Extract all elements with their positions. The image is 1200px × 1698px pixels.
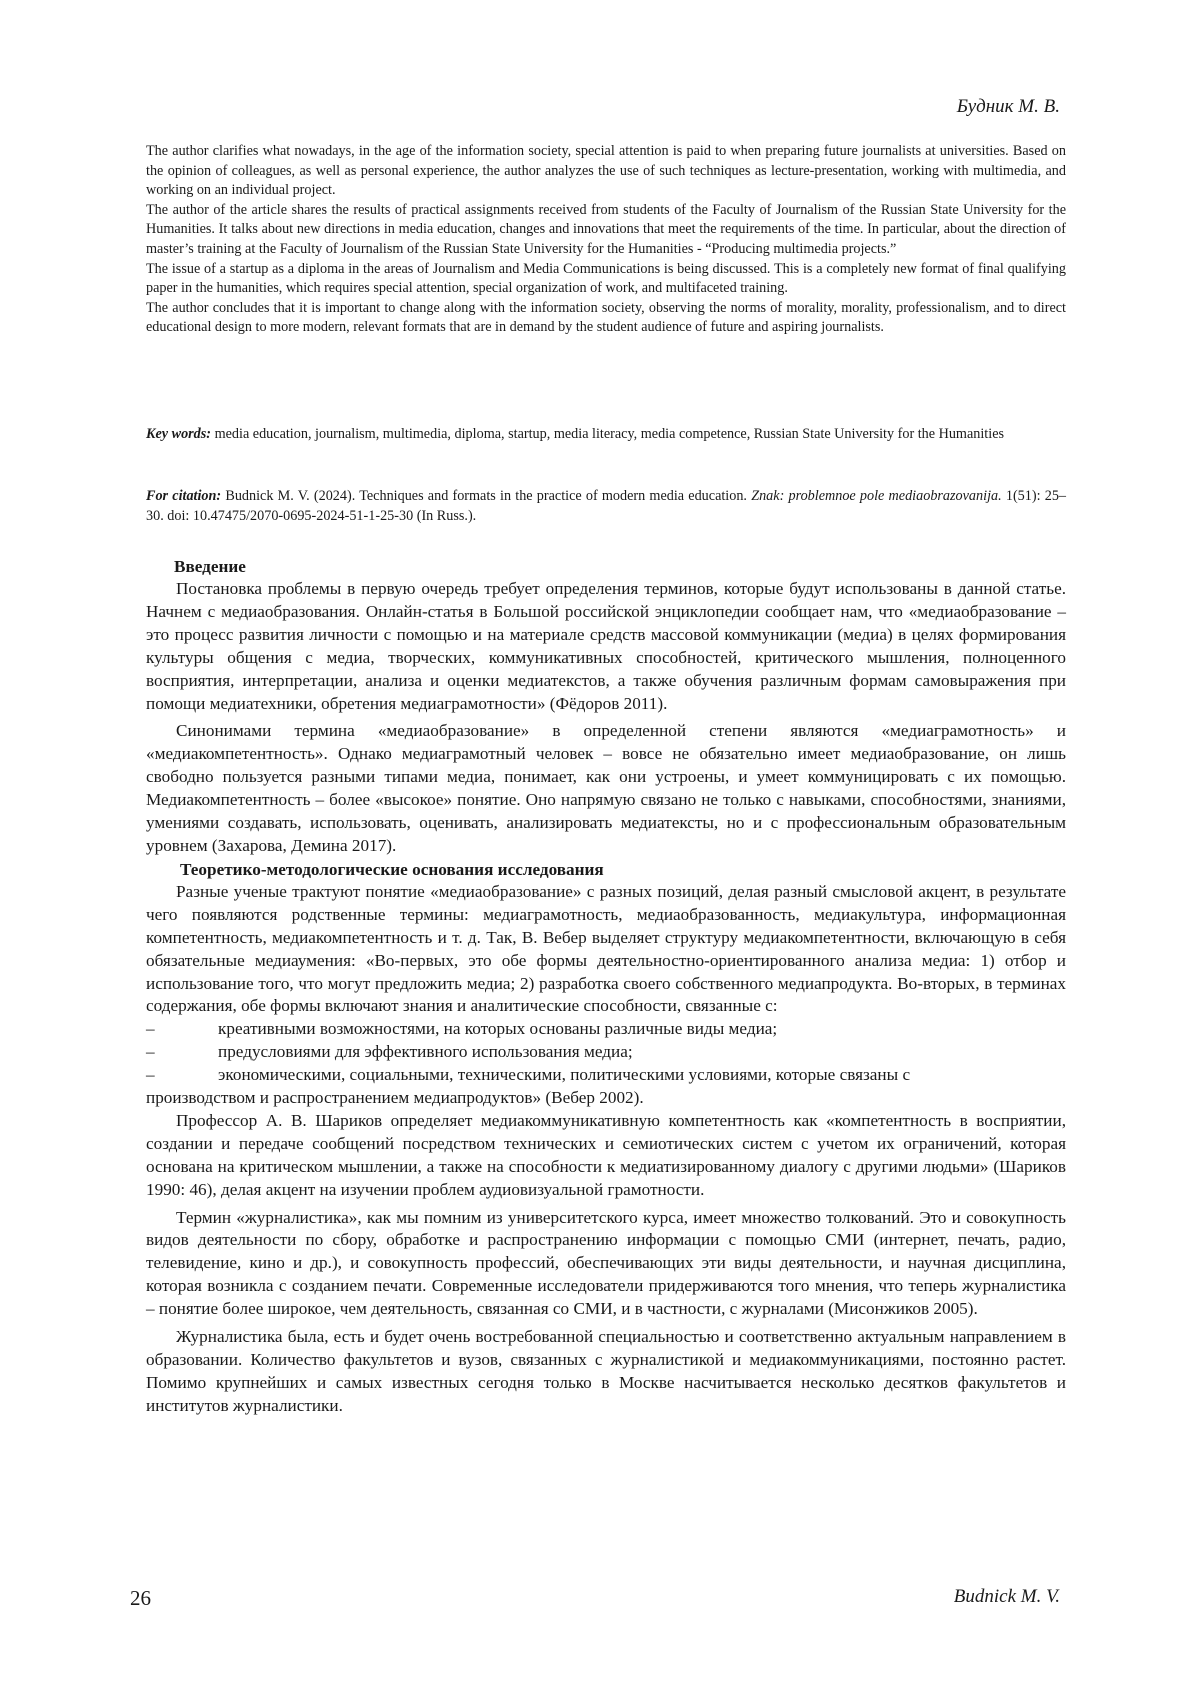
list-dash: – [146,1042,155,1062]
body-paragraph: Синонимами термина «медиаобразование» в определенной степени являются «медиаграмотность» и «медиакомпетентность». Однако медиаграмотный человек – вовсе не обязательно имеет медиаобразование, он лишь свободно пользуется разными типами медиа, понимает, как они устроены, и умеет коммуницировать с их помощью. Медиакомпетентность – более «высокое» понятие. Оно напрямую связано не только с навыками, способностями, знаниями, умениями создавать, использовать, оценивать, анализировать медиатексты, но и с профессиональным образовательным уровнем (Захарова, Демина 2017). [146,721,1066,855]
abstract-paragraph: The author clarifies what nowadays, in the age of the information society, special attention is paid to when preparing future journalists at universities. Based on the opinion of colleagues, as well as personal experience, the author analyzes the use of such techniques as lecture-presentation, working with multimedia, and working on an individual project. [146,143,1066,199]
skills-list [146,1018,1066,1087]
body-paragraph: Разные ученые трактуют понятие «медиаобразование» с разных позиций, делая разный смысловой акцент, в результате чего появляются родственные термины: медиаграмотность, медиаобразованность, медиакультура, информационная компетентность, медиакомпетентность и т. д. Так, В. Вебер выделяет структуру медиакомпетентности, включающую в себя обязательные медиаумения: «Во-первых, это обе формы деятельностно-ориентированного анализа медиа: 1) отбор и использование того, что могут предложить медиа; 2) разработка своего собственного медиапродукта. Во-вторых, в терминах содержания, обе формы включают знания и аналитические способности, связанные с: [146,881,1066,1016]
list-item-text: предусловиями для эффективного использования медиа; [218,1042,633,1062]
article-body [146,555,1066,1418]
abstract-paragraph: The author of the article shares the results of practical assignments received from students of the Faculty of Journalism of the Russian State University for the Humanities. It talks about new directions in media education, changes and innovations that meet the requirements of the time. In particular, about the direction of master’s training at the Faculty of Journalism of the Russian State University for the Humanities - “Producing multimedia projects.” [146,201,1066,257]
body-paragraph: Постановка проблемы в первую очередь требует определения терминов, которые будут использованы в данной статье. Начнем с медиаобразования. Онлайн-статья в Большой российской энциклопедии сообщает нам, что «медиаобразование – это процесс развития личности с помощью и на материале средств массовой коммуникации (медиа) в целях формирования культуры общения с медиа, творческих, коммуникативных способностей, критического мышления, полноценного восприятия, интерпретации, анализа и оценки медиатекстов, а также обучения различным формам самовыражения при помощи медиатехники, обретения медиаграмотности» (Фёдоров 2011). [146,579,1066,713]
footer-author: Budnick M. V. [953,1586,1060,1607]
citation-line [146,487,1066,526]
list-continuation: производством и распространением медиапродуктов» (Вебер 2002). [146,1088,644,1108]
list-item-text: экономическими, социальными, техническими, политическими условиями, которые связаны с [218,1065,911,1085]
keywords-label: Key words: [146,426,212,442]
keywords-text: media education, journalism, multimedia, diploma, startup, media literacy, media competence, Russian State University for the Humanities [211,426,1005,442]
list-dash: – [146,1019,155,1039]
body-paragraph: Журналистика была, есть и будет очень востребованной специальностью и соответственно актуальным направлением в образовании. Количество факультетов и вузов, связанных с журналистикой и медиакоммуникациями, постоянно растет. Помимо крупнейших и самых известных сегодня только в Москве насчитывается несколько десятков факультетов и институтов журналистики. [146,1327,1066,1415]
abstract [146,142,1066,338]
citation-label: For citation: [146,488,222,504]
list-item [146,1018,1066,1041]
body-paragraph: Профессор А. В. Шариков определяет медиакоммуникативную компетентность как «компетентность в восприятии, создании и передаче сообщений посредством технических и семиотических систем с учетом их ограничений, которая основана на критическом мышлении, а также на способности к медиатизированному диалогу с другими людьми» (Шариков 1990: 46), делая акцент на изучении проблем аудиовизуальной грамотности. [146,1110,1066,1199]
body-paragraph: Термин «журналистика», как мы помним из университетского курса, имеет множество толкований. Это и совокупность видов деятельности по сбору, обработке и распространению информации с помощью СМИ (интернет, печать, радио, телевидение, кино и др.), и совокупность профессий, обеспечивающих эти виды деятельности, и научная дисциплина, которая возникла с созданием печати. Современные исследователи придерживаются того мнения, что теперь журналистика – понятие более широкое, чем деятельность, связанная со СМИ, и в частности, с журналами (Мисонжиков 2005). [146,1207,1066,1319]
citation-details: 1(51): 25–30. doi: 10.47475/2070-0695-2024-51-1-25-30 (In Russ.). [146,488,1067,524]
citation-journal: Znak: problemnoe pole mediaobrazovanija. [751,488,1002,504]
running-head: Будник М. В. [956,96,1060,117]
list-dash: – [146,1065,155,1085]
keywords-line [146,425,1066,445]
abstract-paragraph: The author concludes that it is important to change along with the information society, observing the norms of morality, morality, professionalism, and to direct educational design to more modern, relevant formats that are in demand by the student audience of future and aspiring journalists. [146,299,1066,336]
page-number: 26 [130,1586,151,1610]
list-item [146,1041,1066,1064]
citation [146,487,1066,526]
keywords [146,425,1066,445]
list-item-text: креативными возможностями, на которых основаны различные виды медиа; [218,1019,778,1039]
abstract-paragraph: The issue of a startup as a diploma in the areas of Journalism and Media Communications is being discussed. This is a completely new format of final qualifying paper in the humanities, which requires special attention, special organization of work, and multifaceted training. [146,260,1066,297]
section-heading-theory: Теоретико-методологические основания исследования [180,859,604,879]
section-heading-intro: Введение [174,557,246,576]
citation-text: Budnick M. V. (2024). Techniques and formats in the practice of modern media education. [221,488,752,504]
list-item [146,1064,1066,1087]
